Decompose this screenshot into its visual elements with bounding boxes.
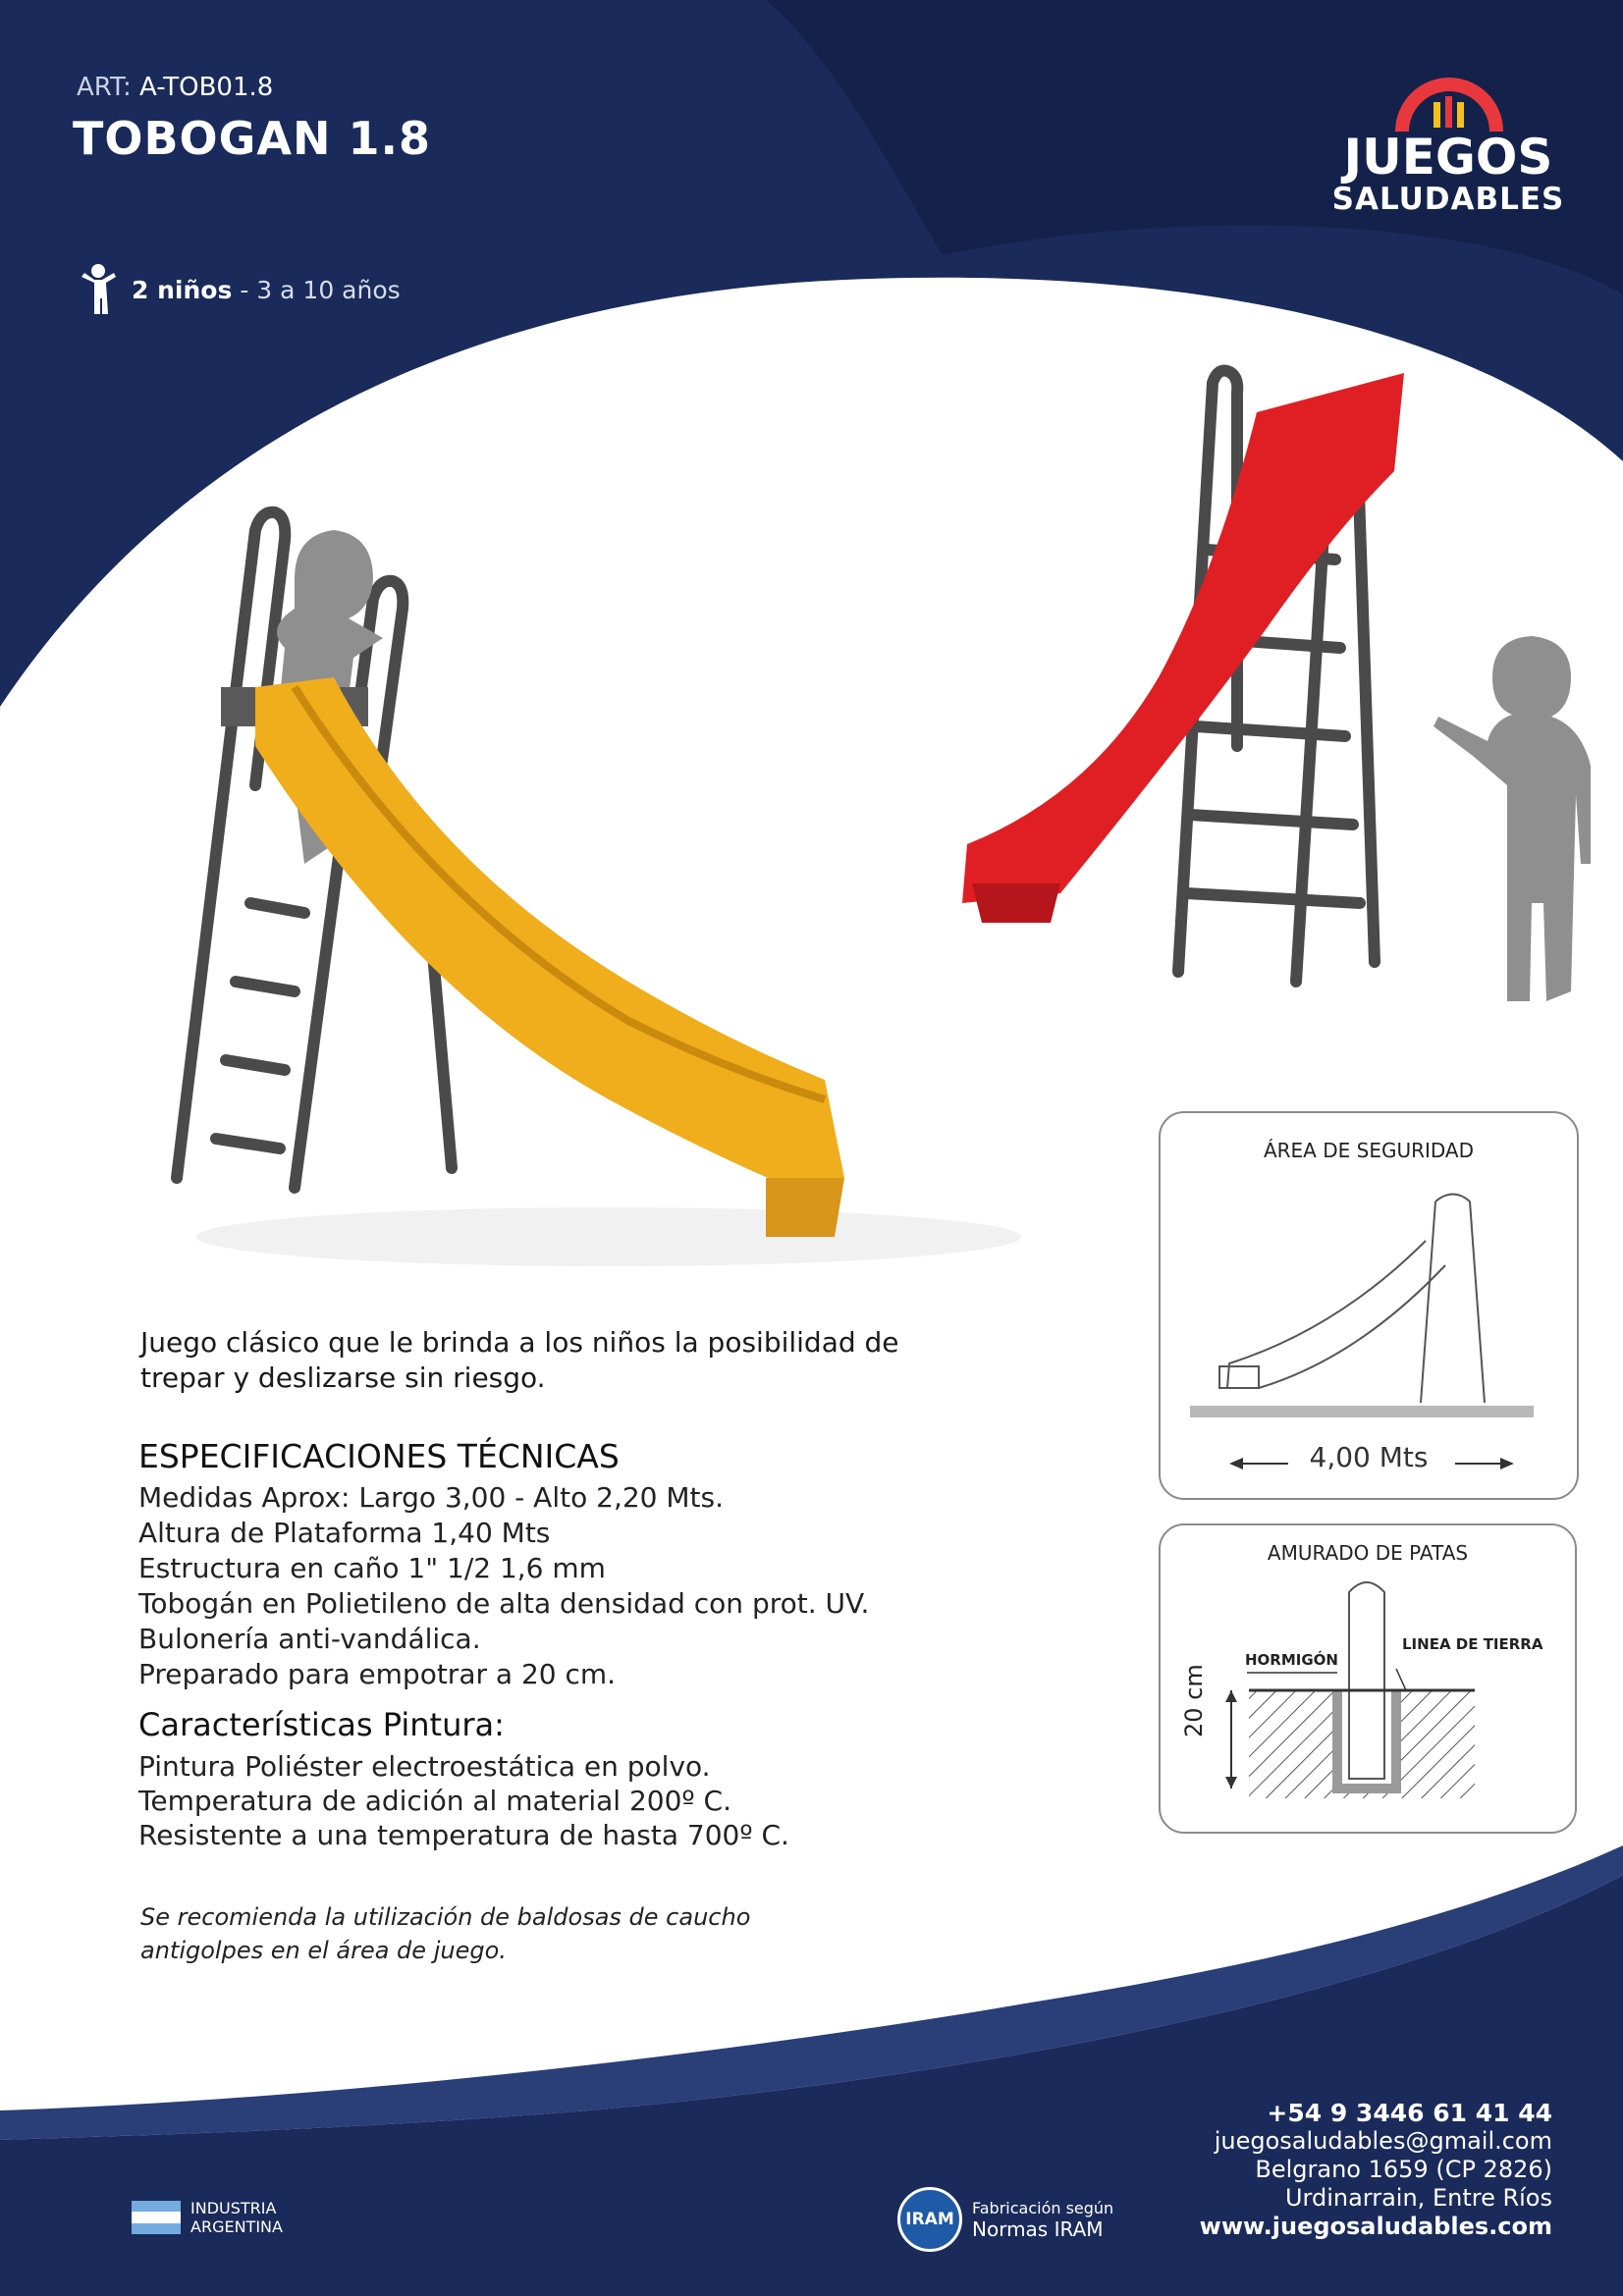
spec-item: Tobogán en Polietileno de alta densidad con prot. UV. [138, 1587, 870, 1620]
users-info [79, 265, 401, 314]
iram-badge [897, 2187, 1113, 2252]
safety-measure: 4,00 Mts [1309, 1441, 1429, 1473]
contact-phone[interactable]: +54 9 3446 61 41 44 [1267, 2099, 1552, 2127]
paint-item: Temperatura de adición al material 200º C. [138, 1785, 731, 1817]
industry-line2: ARGENTINA [190, 2217, 283, 2236]
users-count: 2 niños [132, 275, 233, 304]
child-silhouette-right [1434, 636, 1591, 1001]
users-age: - 3 a 10 años [240, 275, 401, 304]
label-ground-line: LINEA DE TIERRA [1402, 1635, 1543, 1653]
paint-item: Pintura Poliéster electroestática en polvo. [138, 1750, 711, 1783]
industry-badge [132, 2199, 283, 2236]
iram-seal-text: IRAM [905, 2210, 954, 2229]
recommendation-note: Se recomienda la utilización de baldosas de caucho antigolpes en el área de juego. [140, 1903, 751, 1964]
paint-item: Resistente a una temperatura de hasta 700º C. [138, 1819, 789, 1851]
brand-logo [1325, 71, 1571, 216]
brand-name-line2: SALUDABLES [1331, 182, 1565, 217]
depth-label: 20 cm [1180, 1664, 1208, 1737]
yellow-slide-illustration [137, 491, 1080, 1276]
brand-name-line1: JUEGOS [1343, 129, 1553, 186]
argentina-flag-icon [132, 2201, 181, 2234]
anchoring-diagram [1161, 1573, 1575, 1830]
article-code [77, 73, 273, 102]
product-title: TOBOGAN 1.8 [73, 112, 432, 165]
specs-list [138, 1480, 869, 1692]
iram-line1: Fabricación según [972, 2199, 1114, 2217]
spec-item: Medidas Aprox: Largo 3,00 - Alto 2,20 Mts. [138, 1481, 724, 1514]
article-label: ART: [77, 73, 132, 102]
safety-area-box [1159, 1111, 1579, 1500]
red-slide-illustration [943, 353, 1591, 1041]
contact-block [1200, 2099, 1552, 2241]
spec-item: Preparado para empotrar a 20 cm. [138, 1658, 617, 1690]
product-description: Juego clásico que le brinda a los niños la posibilidad de trepar y deslizarse sin riesgo. [140, 1326, 899, 1394]
contact-address: Belgrano 1659 (CP 2826) [1255, 2156, 1552, 2183]
iram-line2: Normas IRAM [972, 2217, 1104, 2241]
spec-item: Estructura en caño 1" 1/2 1,6 mm [138, 1552, 606, 1584]
article-number: A-TOB01.8 [139, 73, 274, 102]
label-concrete: HORMIGÓN [1245, 1651, 1338, 1669]
spec-item: Bulonería anti-vandálica. [138, 1623, 481, 1655]
industry-line1: INDUSTRIA [190, 2199, 277, 2217]
iram-seal-icon [897, 2187, 962, 2252]
safety-diagram [1190, 1182, 1547, 1417]
logo-arch-icon [1394, 71, 1504, 133]
contact-city: Urdinarrain, Entre Ríos [1284, 2184, 1552, 2212]
contact-website[interactable]: www.juegosaludables.com [1199, 2213, 1552, 2240]
spec-item: Altura de Plataforma 1,40 Mts [138, 1517, 551, 1549]
anchoring-box [1159, 1523, 1577, 1834]
contact-email[interactable]: juegosaludables@gmail.com [1214, 2127, 1552, 2155]
paint-heading: Características Pintura: [138, 1706, 505, 1743]
specs-heading: ESPECIFICACIONES TÉCNICAS [138, 1437, 620, 1475]
anchoring-title: AMURADO DE PATAS [1267, 1541, 1469, 1565]
safety-area-title: ÁREA DE SEGURIDAD [1263, 1139, 1475, 1162]
paint-list [138, 1749, 789, 1852]
child-icon [79, 263, 118, 316]
